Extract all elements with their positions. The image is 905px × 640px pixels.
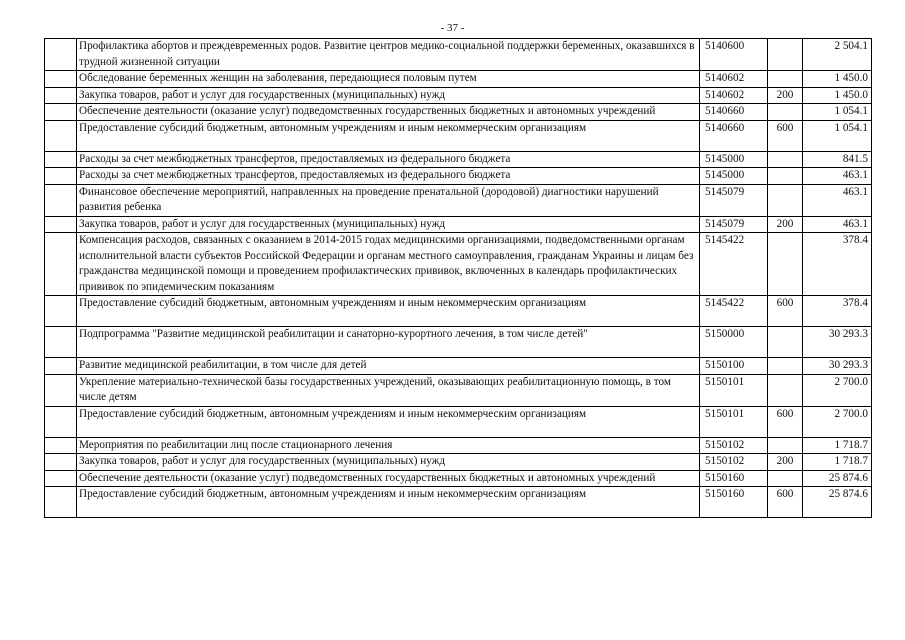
row-margin-cell xyxy=(45,120,77,151)
row-code-cell: 5150160 xyxy=(700,487,768,518)
row-amount-cell: 1 718.7 xyxy=(803,454,872,471)
row-code-cell: 5150101 xyxy=(700,374,768,406)
row-name-cell: Финансовое обеспечение мероприятий, направленных на проведение пренатальной (дородовой) диагностики нарушений развития ребенка xyxy=(77,184,700,216)
row-code-cell: 5145422 xyxy=(700,296,768,327)
table-row xyxy=(45,358,872,375)
table-row xyxy=(45,327,872,358)
table-row xyxy=(45,487,872,518)
row-type-cell xyxy=(768,104,803,121)
row-margin-cell xyxy=(45,71,77,88)
row-margin-cell xyxy=(45,406,77,437)
row-margin-cell xyxy=(45,184,77,216)
row-margin-cell xyxy=(45,104,77,121)
table-row xyxy=(45,184,872,216)
row-margin-cell xyxy=(45,151,77,168)
row-margin-cell xyxy=(45,296,77,327)
row-name-cell: Обследование беременных женщин на заболевания, передающиеся половым путем xyxy=(77,71,700,88)
row-code-cell: 5150102 xyxy=(700,454,768,471)
row-amount-cell: 30 293.3 xyxy=(803,358,872,375)
row-name-cell: Подпрограмма "Развитие медицинской реабилитации и санаторно-курортного лечения, в том числе детей" xyxy=(77,327,700,358)
table-row xyxy=(45,296,872,327)
row-name-cell: Предоставление субсидий бюджетным, автономным учреждениям и иным некоммерческим организациям xyxy=(77,120,700,151)
row-amount-cell: 25 874.6 xyxy=(803,470,872,487)
row-name-cell: Расходы за счет межбюджетных трансфертов, предоставляемых из федерального бюджета xyxy=(77,168,700,185)
row-margin-cell xyxy=(45,487,77,518)
table-row xyxy=(45,216,872,233)
row-amount-cell: 378.4 xyxy=(803,233,872,296)
row-type-cell: 200 xyxy=(768,454,803,471)
row-code-cell: 5145079 xyxy=(700,184,768,216)
row-name-cell: Предоставление субсидий бюджетным, автономным учреждениям и иным некоммерческим организациям xyxy=(77,296,700,327)
row-amount-cell: 25 874.6 xyxy=(803,487,872,518)
row-code-cell: 5145000 xyxy=(700,151,768,168)
table-row xyxy=(45,39,872,71)
row-type-cell xyxy=(768,374,803,406)
table-row xyxy=(45,437,872,454)
row-type-cell xyxy=(768,470,803,487)
row-name-cell: Обеспечение деятельности (оказание услуг) подведомственных государственных бюджетных и автономных учреждений xyxy=(77,470,700,487)
row-amount-cell: 463.1 xyxy=(803,216,872,233)
row-name-cell: Закупка товаров, работ и услуг для государственных (муниципальных) нужд xyxy=(77,216,700,233)
row-code-cell: 5140602 xyxy=(700,87,768,104)
table-row xyxy=(45,406,872,437)
row-amount-cell: 1 718.7 xyxy=(803,437,872,454)
row-code-cell: 5150100 xyxy=(700,358,768,375)
row-type-cell xyxy=(768,327,803,358)
row-type-cell xyxy=(768,233,803,296)
row-margin-cell xyxy=(45,374,77,406)
row-code-cell: 5150101 xyxy=(700,406,768,437)
row-name-cell: Обеспечение деятельности (оказание услуг) подведомственных государственных бюджетных и автономных учреждений xyxy=(77,104,700,121)
page-number: - 37 - xyxy=(440,22,465,34)
table-row xyxy=(45,233,872,296)
row-margin-cell xyxy=(45,437,77,454)
row-code-cell: 5140660 xyxy=(700,104,768,121)
row-code-cell: 5145000 xyxy=(700,168,768,185)
row-code-cell: 5140660 xyxy=(700,120,768,151)
table-row xyxy=(45,374,872,406)
row-type-cell xyxy=(768,71,803,88)
row-type-cell: 600 xyxy=(768,487,803,518)
row-name-cell: Развитие медицинской реабилитации, в том числе для детей xyxy=(77,358,700,375)
row-margin-cell xyxy=(45,233,77,296)
row-amount-cell: 2 504.1 xyxy=(803,39,872,71)
row-name-cell: Предоставление субсидий бюджетным, автономным учреждениям и иным некоммерческим организациям xyxy=(77,406,700,437)
budget-table-body xyxy=(45,39,872,518)
row-margin-cell xyxy=(45,168,77,185)
table-row xyxy=(45,470,872,487)
row-type-cell: 600 xyxy=(768,296,803,327)
row-amount-cell: 463.1 xyxy=(803,168,872,185)
row-code-cell: 5140602 xyxy=(700,71,768,88)
row-amount-cell: 1 450.0 xyxy=(803,87,872,104)
row-name-cell: Закупка товаров, работ и услуг для государственных (муниципальных) нужд xyxy=(77,454,700,471)
table-row xyxy=(45,87,872,104)
row-type-cell: 200 xyxy=(768,216,803,233)
row-code-cell: 5145079 xyxy=(700,216,768,233)
row-name-cell: Профилактика абортов и преждевременных родов. Развитие центров медико-социальной поддержки беременных, оказавшихся в трудной жизненной ситуации xyxy=(77,39,700,71)
row-amount-cell: 1 054.1 xyxy=(803,104,872,121)
row-margin-cell xyxy=(45,470,77,487)
table-row xyxy=(45,168,872,185)
row-type-cell: 600 xyxy=(768,120,803,151)
row-margin-cell xyxy=(45,39,77,71)
row-margin-cell xyxy=(45,327,77,358)
table-row xyxy=(45,104,872,121)
row-type-cell xyxy=(768,437,803,454)
table-row xyxy=(45,71,872,88)
row-amount-cell: 378.4 xyxy=(803,296,872,327)
row-amount-cell: 841.5 xyxy=(803,151,872,168)
row-type-cell: 600 xyxy=(768,406,803,437)
row-amount-cell: 30 293.3 xyxy=(803,327,872,358)
row-margin-cell xyxy=(45,87,77,104)
row-amount-cell: 2 700.0 xyxy=(803,374,872,406)
row-name-cell: Расходы за счет межбюджетных трансфертов, предоставляемых из федерального бюджета xyxy=(77,151,700,168)
row-margin-cell xyxy=(45,454,77,471)
row-name-cell: Компенсация расходов, связанных с оказанием в 2014-2015 годах медицинскими организациями, подведомственными органам исполнительной власти субъектов Российской Федерации и органам местного самоуправления, гражданам Украины и лицам без гражданства медицинской помощи и проведением профилактических прививок, включенных в календарь профилактических прививок по эпидемическим показаниям xyxy=(77,233,700,296)
table-row xyxy=(45,151,872,168)
row-code-cell: 5140600 xyxy=(700,39,768,71)
table-row xyxy=(45,454,872,471)
row-code-cell: 5145422 xyxy=(700,233,768,296)
row-type-cell xyxy=(768,39,803,71)
row-amount-cell: 1 054.1 xyxy=(803,120,872,151)
row-type-cell xyxy=(768,358,803,375)
row-code-cell: 5150160 xyxy=(700,470,768,487)
row-name-cell: Закупка товаров, работ и услуг для государственных (муниципальных) нужд xyxy=(77,87,700,104)
row-name-cell: Мероприятия по реабилитации лиц после стационарного лечения xyxy=(77,437,700,454)
row-amount-cell: 2 700.0 xyxy=(803,406,872,437)
row-amount-cell: 463.1 xyxy=(803,184,872,216)
row-code-cell: 5150000 xyxy=(700,327,768,358)
row-type-cell xyxy=(768,168,803,185)
row-type-cell: 200 xyxy=(768,87,803,104)
row-margin-cell xyxy=(45,358,77,375)
row-type-cell xyxy=(768,184,803,216)
table-row xyxy=(45,120,872,151)
budget-table xyxy=(44,38,872,518)
row-type-cell xyxy=(768,151,803,168)
row-name-cell: Укрепление материально-технической базы государственных учреждений, оказывающих реабилитационную помощь, в том числе детям xyxy=(77,374,700,406)
row-name-cell: Предоставление субсидий бюджетным, автономным учреждениям и иным некоммерческим организациям xyxy=(77,487,700,518)
row-code-cell: 5150102 xyxy=(700,437,768,454)
row-amount-cell: 1 450.0 xyxy=(803,71,872,88)
row-margin-cell xyxy=(45,216,77,233)
